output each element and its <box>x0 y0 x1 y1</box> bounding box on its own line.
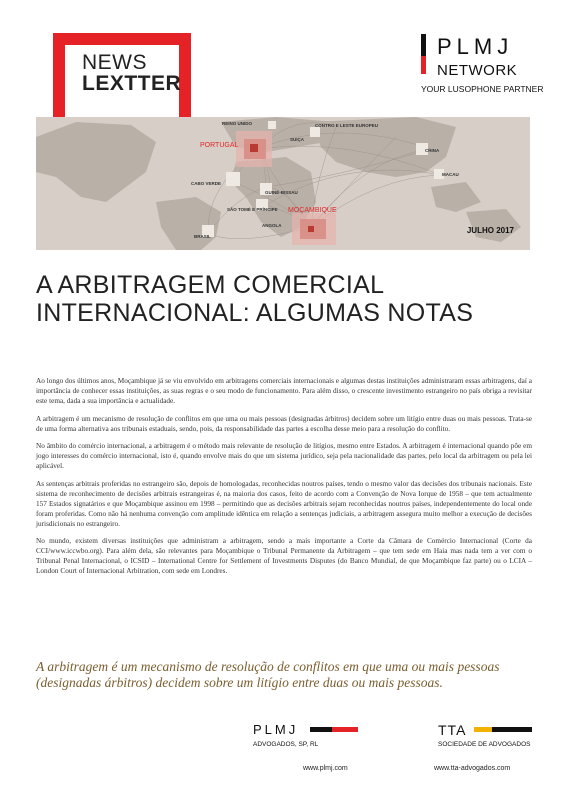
plmj-logo-black-bar <box>310 727 332 732</box>
map-label-suica: SUIÇA <box>290 137 305 142</box>
world-map-graphic <box>36 117 530 250</box>
map-label-macau: MACAU <box>442 172 459 177</box>
article-paragraph: No âmbito do comércio internacional, a arbitragem é o método mais relevante de resolução de litígios, mesmo entre Estados. A arbitragem é internacional quando põe em jogo interesses do comércio internacional, isto é, quando envolve mais do que um sistema jurídico, seja pela nacionalidade das partes, pelo local da arbitragem ou pela lei aplicável. <box>36 442 532 470</box>
map-label-portugal: PORTUGAL <box>200 142 239 149</box>
logo-name: PLMJ <box>437 34 514 59</box>
tta-logo-subtitle: SOCIEDADE DE ADVOGADOS <box>438 741 531 748</box>
article-body <box>36 376 532 584</box>
plmj-logo-name: PLMJ <box>253 722 299 737</box>
pull-quote: A arbitragem é um mecanismo de resolução de conflitos em que uma ou mais pessoas (designadas árbitros) decidem sobre um litígio entre duas ou mais pessoas. <box>36 659 500 690</box>
tta-logo-black-bar <box>492 727 532 732</box>
article-paragraph: A arbitragem é um mecanismo de resolução de conflitos em que uma ou mais pessoas (designadas árbitros) decidem sobre um litígio entre duas ou mais pessoas. Trata-se de uma forma alternativa aos tribunais estaduais, sendo, pois, da responsabilidade das partes a escolha desse meio para a resolução do conflito. <box>36 414 532 433</box>
world-map-banner <box>36 117 530 250</box>
article-title-line1: A ARBITRAGEM COMERCIAL <box>36 271 385 299</box>
article-paragraph: Ao longo dos últimos anos, Moçambique já se viu envolvido em arbitragens comerciais internacionais e algumas destas instituições administraram essas arbitragens, daí a importância de conhecer essas instituições, as suas regras e o seu modo de funcionamento. Para além disso, o crescente investimento estrangeiro no país obriga a revisitar este tema, dada a sua importância e actualidade. <box>36 377 532 405</box>
map-label-brasil: BRASIL <box>194 234 211 239</box>
logo-network: NETWORK <box>437 62 518 79</box>
logo-tagline: YOUR LUSOPHONE PARTNER <box>421 84 544 94</box>
map-label-europa: CONTRO E LESTE EUROPEU <box>315 123 379 128</box>
tta-logo-yellow-bar <box>474 727 492 732</box>
newsletter-title <box>82 52 181 94</box>
newsletter-frame-top <box>53 33 191 45</box>
map-label-cabo-verde: CABO VERDE <box>191 181 222 186</box>
article-paragraph: No mundo, existem diversas instituições que administram a arbitragem, sendo a mais importante a Corte da Câmara de Comércio Internacional (Corte da CCI/www.iccwbo.org). Para além dela, são relevantes para Moçambique o Tribunal Permanente da Arbitragem – que tem sede em Haia mas nada tem a ver com o Tribunal Penal Internacional, o ICSID – International Centre for Settlement of Investments Disputes (do Banco Mundial, de que Moçambique faz parte) ou o LCIA – London Court of Internacional Arbitration, com sede em Londres. <box>36 537 532 575</box>
newsletter-title-line2: LEXTTER <box>82 72 182 95</box>
plmj-website-link[interactable]: www.plmj.com <box>303 765 348 772</box>
map-label-angola: ANGOLA <box>262 223 282 228</box>
logo-black-bar <box>421 34 426 56</box>
tta-logo-name: TTA <box>438 722 467 738</box>
article-paragraph: As sentenças arbitrais proferidas no estrangeiro são, depois de homologadas, reconhecidas noutros países, tendo o mesmo valor das decisões dos tribunais nacionais. Este sistema de reconhecimento de decisões arbitrais estrangeiras é, na maioria dos casos, feito de acordo com a Convenção de Nova Iorque de 1958 – que tem actualmente 157 Estados signatários e que Moçambique assinou em 1998 – permitindo que as decisões arbitrais sejam reconhecidas noutros países, independentemente do local onde foram proferidas. Como não há nenhuma convenção com amplitude idêntica em relação a sentenças judiciais, a arbitragem assegura muito melhor a execução de decisões jurisdicionais no estrangeiro. <box>36 479 532 528</box>
issue-date: JULHO 2017 <box>466 226 514 235</box>
plmj-logo-subtitle: ADVOGADOS, SP, RL <box>253 741 319 748</box>
map-label-mocambique: MOÇAMBIQUE <box>288 207 337 214</box>
plmj-logo-red-bar <box>332 727 358 732</box>
map-label-guine: GUINÉ-BISSAU <box>265 190 298 195</box>
map-label-reino-unido: REINO UNIDO <box>222 121 253 126</box>
map-label-stp: SÃO TOMÉ E PRÍNCIPE <box>227 207 278 212</box>
newsletter-title-line1: NEWS <box>82 51 147 74</box>
article-title-line2: INTERNACIONAL: ALGUMAS NOTAS <box>36 299 474 327</box>
article-title <box>36 271 473 327</box>
logo-red-bar <box>421 56 426 74</box>
tta-website-link[interactable]: www.tta-advogados.com <box>434 765 511 772</box>
map-label-china: CHINA <box>425 148 440 153</box>
